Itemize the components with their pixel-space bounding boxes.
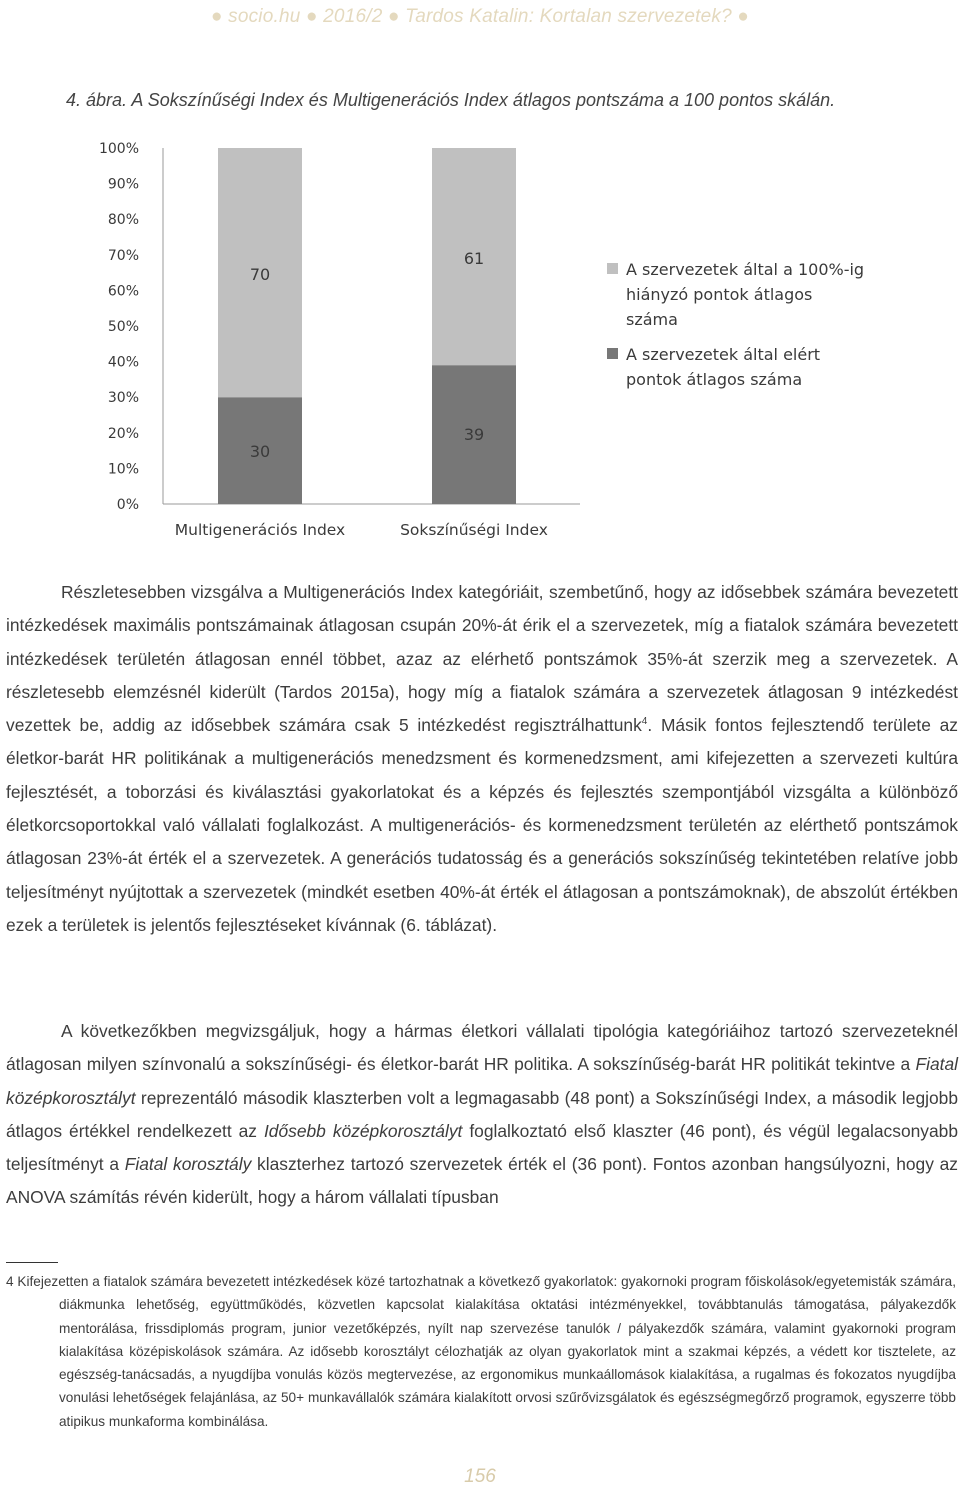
legend-label: száma <box>626 310 678 329</box>
footnote-4: 4 Kifejezetten a fiatalok számára bevezetett intézkedések közé tartozhatnak a következő gyakorlatok: gyakornoki program főiskolások/egyetemisták számára, diákmunka lehetőség, együttműködés, közvetlen kapcsolat kialakítása oktatási intézményekkel, továbbtanulás támogatása, pályakezdők mentorálása, frissdiplomás program, junior vezetőképzés, nyílt nap szervezése tanulók / pályakezdők számára, valamint gyakornoki program kialakítása középiskolások számára. Az idősebb korosztályt célozhatják az olyan gyakorlatok mint a szakmai képzés, a védett kor tisztelete, az egészség-tanácsadás, a nyugdíjba vonulás közös megtervezése, az ergonomikus munkaállomások kialakítása, a rugalmas és fokozatos nyugdíjba vonulási lehetőségek felajánlása, az 50+ munkavállalók számára kialakított orvosi szűrővizsgálatok és egészségmegőrző programok, egyszerre több atipikus munkaforma kombinálása. <box>6 1274 956 1429</box>
stacked-bar-chart <box>0 130 960 550</box>
y-tick-label: 70% <box>107 247 139 264</box>
y-tick-label: 80% <box>107 212 139 229</box>
emphasis-older-middle-age: Idősebb középkorosztályt <box>263 1120 463 1141</box>
bullet-icon: ● <box>737 6 750 27</box>
paragraph-2-part-c: foglalkoztató első klaszter (46 pont), és végül legalacsonyabb teljesítményt a <box>6 1120 958 1175</box>
legend-swatch <box>607 348 618 359</box>
journal-site: socio.hu <box>228 6 301 27</box>
legend-label: A szervezetek által a 100%-ig <box>626 260 865 279</box>
x-tick-label: Multigenerációs Index <box>174 521 346 539</box>
emphasis-young-middle-age: Fiatal középkorosztályt <box>6 1054 958 1108</box>
paragraph-2 <box>6 1015 958 1215</box>
data-label: 70 <box>249 265 271 284</box>
journal-issue: 2016/2 <box>323 6 383 27</box>
y-tick-label: 20% <box>107 425 139 442</box>
paragraph-2-part-d: klaszterhez tartozó szervezetek érték el (36 pont). Fontos azonban hangsúlyozni, hogy az ANOVA számítás révén kiderült, hogy a három vállalati típusban <box>6 1154 959 1208</box>
bullet-icon: ● <box>387 6 400 27</box>
paragraph-1-rest: . Másik fontos fejlesztendő területe az életkor-barát HR politikának a multigenerációs menedzsment és kormenedzsment, ami kifejezetten a szervezeti kultúra fejlesztését, a toborzási és kiválasztási gyakorlatokat és a képzés és fejlesztés szempontjából vizsgálta a különböző életkorcsoportokkal való vállalati foglalkozást. A multigenerációs- és kormenedzsment területén az elérthető pontszámok átlagosan 23%-át érték el a szervezetek. A generációs tudatosság és a generációs sokszínűség tekintetében relatíve jobb teljesítményt nyújtottak a szervezetek (mindkét esetben 40%-át érték el átlagosan a pontszámoknak), de abszolút értékben ezek a területek is jelentős fejlesztéseket kívánnak (6. táblázat). <box>6 715 959 935</box>
article-title: Tardos Katalin: Kortalan szervezetek? <box>405 6 732 27</box>
y-tick-label: 100% <box>98 141 139 157</box>
paragraph-1 <box>6 576 958 942</box>
page-number: 156 <box>464 1466 496 1487</box>
paragraph-2-part-b: reprezentáló második klaszterben volt a legmagasabb (48 pont) a Sokszínűségi Index, a második legjobb átlagos értékkel rendelkezett az <box>6 1087 958 1141</box>
figure-caption: 4. ábra. A Sokszínűségi Index és Multigenerációs Index átlagos pontszáma a 100 pontos skálán. <box>66 90 836 110</box>
running-header <box>0 6 960 28</box>
legend-label: pontok átlagos száma <box>626 370 803 389</box>
y-tick-label: 0% <box>116 497 139 513</box>
emphasis-young-age: Fiatal korosztály <box>124 1154 252 1175</box>
y-tick-label: 50% <box>107 319 139 335</box>
bullet-icon: ● <box>210 6 223 27</box>
bullet-icon: ● <box>305 6 318 27</box>
data-label: 61 <box>463 249 485 268</box>
y-tick-label: 60% <box>107 283 139 300</box>
paragraph-2-part-a: A következőkben megvizsgáljuk, hogy a hármas életkori vállalati tipológia kategóriáihoz tartozó szervezeteknél átlagosan milyen színvonalú a sokszínűségi- és életkor-barát HR politika. A sokszínűség-barát HR politikát tekintve a <box>6 1021 958 1075</box>
legend-label: hiányzó pontok átlagos <box>626 285 813 304</box>
paragraph-1-text: Részletesebben vizsgálva a Multigenerációs Index kategóriáit, szembetűnő, hogy az idősebbek számára bevezetett intézkedések maximális pontszámainak átlagosan csupán 20%-át érik el a szervezetek, míg a fiatalok számára bevezetett intézkedések területén átlagosan ennél többet, azaz az elérhető pontszámok 35%-át szerzik meg a szervezetek. A részletesebb elemzésnél kiderült (Tardos 2015a), hogy míg a fiatalok számára a szervezetek átlagosan 9 intézkedést vezettek be, addig az idősebbek számára csak 5 intézkedést regisztrálhattunk <box>6 582 958 736</box>
footnote-divider <box>6 1262 58 1263</box>
y-tick-label: 90% <box>107 176 139 193</box>
y-tick-label: 10% <box>107 461 139 478</box>
data-label: 39 <box>463 425 485 444</box>
legend-label: A szervezetek által elért <box>626 345 821 364</box>
y-tick-label: 40% <box>107 354 139 371</box>
y-tick-label: 30% <box>107 390 139 407</box>
data-label: 30 <box>249 442 271 461</box>
footnote-reference[interactable]: 4 <box>641 716 648 728</box>
legend-swatch <box>607 263 618 274</box>
x-tick-label: Sokszínűségi Index <box>400 521 548 539</box>
